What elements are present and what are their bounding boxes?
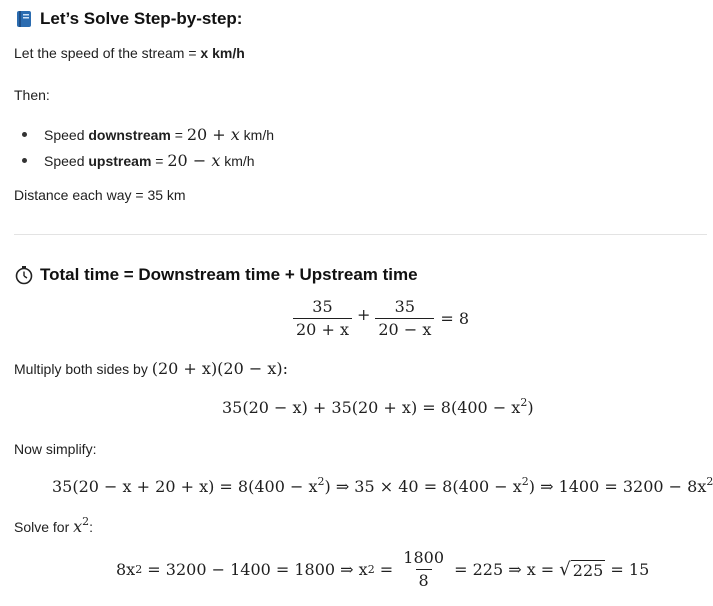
fraction-numerator: 35 bbox=[394, 297, 416, 316]
math-var: x bbox=[230, 125, 240, 144]
bullet-math bbox=[167, 151, 220, 170]
equation-text: = 15 bbox=[605, 560, 650, 579]
then-label: Then: bbox=[14, 87, 50, 103]
equation-text: 35(20 − x) + 35(20 + x) = 8(400 − x bbox=[222, 398, 521, 417]
fraction bbox=[400, 549, 447, 590]
math-part: 20 + bbox=[186, 125, 231, 144]
book-icon bbox=[14, 9, 34, 29]
bullet-downstream bbox=[44, 125, 274, 144]
radical-sign: √ bbox=[559, 558, 571, 580]
heading-text: Let’s Solve Step-by-step: bbox=[40, 9, 243, 28]
plus-sign: + bbox=[356, 305, 371, 324]
equation-simplify bbox=[52, 477, 713, 496]
distance-text: Distance each way = 35 km bbox=[14, 187, 186, 203]
bullet-bold: upstream bbox=[88, 152, 152, 169]
exponent: 2 bbox=[317, 475, 325, 488]
equation-total-time bbox=[291, 298, 469, 339]
bullet-prefix: Speed bbox=[44, 126, 89, 143]
bullet-unit: km/h bbox=[239, 126, 275, 143]
bullet-upstream bbox=[44, 151, 255, 170]
bullet-unit: km/h bbox=[220, 152, 255, 169]
bullet-eq: = bbox=[151, 152, 168, 169]
equation-rhs: = 8 bbox=[440, 309, 470, 328]
speed-definition bbox=[14, 44, 245, 62]
solve-colon: : bbox=[89, 519, 94, 535]
exponent: 2 bbox=[706, 475, 713, 488]
bullet-prefix: Speed bbox=[44, 152, 89, 169]
bullet-math bbox=[187, 125, 240, 144]
equation-text: = 225 ⇒ x = bbox=[449, 560, 560, 579]
equation-expanded bbox=[222, 398, 534, 417]
equation-text: = 3200 − 1400 = 1800 ⇒ x bbox=[142, 560, 368, 579]
fraction-denominator: 8 bbox=[416, 569, 432, 590]
equation-text: ) ⇒ 35 × 40 = 8(400 − x bbox=[324, 477, 522, 496]
equation-text: ) ⇒ 1400 = 3200 − 8x bbox=[528, 477, 707, 496]
fraction-denominator bbox=[375, 318, 434, 339]
equation-text: 35(20 − x + 20 + x) = 8(400 − x bbox=[52, 477, 318, 496]
radicand: 225 bbox=[572, 560, 604, 580]
section-heading-solve bbox=[14, 9, 242, 29]
square-root bbox=[559, 560, 605, 580]
section-divider bbox=[14, 234, 707, 235]
denominator-text: 20 + x bbox=[296, 320, 349, 339]
bullet-marker bbox=[22, 158, 27, 163]
bullet-bold: downstream bbox=[88, 126, 171, 143]
equation-solution: 8x 2 = 3200 − 1400 = 1800 ⇒ x 2 = $\frac{1800}{8}$ = 225 ⇒ x = √ 225 = 15 bbox=[116, 548, 650, 590]
exponent: 2 bbox=[82, 515, 90, 528]
equation-text: ) bbox=[527, 398, 534, 417]
stopwatch-icon bbox=[14, 265, 34, 285]
fraction-denominator bbox=[293, 318, 352, 339]
equation-text: 8x bbox=[116, 560, 136, 579]
solve-text: Solve for bbox=[14, 519, 74, 535]
speed-prefix: Let the speed of the stream = bbox=[14, 45, 201, 61]
math-var: x bbox=[211, 151, 221, 170]
equation-text: = bbox=[374, 560, 399, 579]
denominator-text: 20 − x bbox=[378, 320, 432, 339]
solve-label bbox=[14, 515, 94, 536]
fraction bbox=[375, 298, 434, 339]
section-heading-total-time bbox=[14, 265, 418, 285]
speed-variable: x km/h bbox=[200, 45, 245, 61]
fraction bbox=[293, 298, 352, 339]
solve-variable: x bbox=[73, 517, 83, 536]
bullet-marker bbox=[22, 132, 27, 137]
exponent: 2 bbox=[521, 475, 529, 488]
math-part: 20 − bbox=[167, 151, 212, 170]
bullet-eq: = bbox=[170, 126, 187, 143]
simplify-label: Now simplify: bbox=[14, 441, 97, 457]
multiply-math: (20 + x)(20 − x): bbox=[151, 359, 289, 378]
multiply-text: Multiply both sides by bbox=[14, 361, 152, 377]
fraction-numerator: 35 bbox=[312, 297, 333, 316]
multiply-instruction bbox=[14, 360, 288, 378]
exponent: 2 bbox=[520, 396, 528, 409]
fraction-numerator: 1800 bbox=[403, 548, 444, 567]
heading-text: Total time = Downstream time + Upstream time bbox=[40, 265, 418, 284]
